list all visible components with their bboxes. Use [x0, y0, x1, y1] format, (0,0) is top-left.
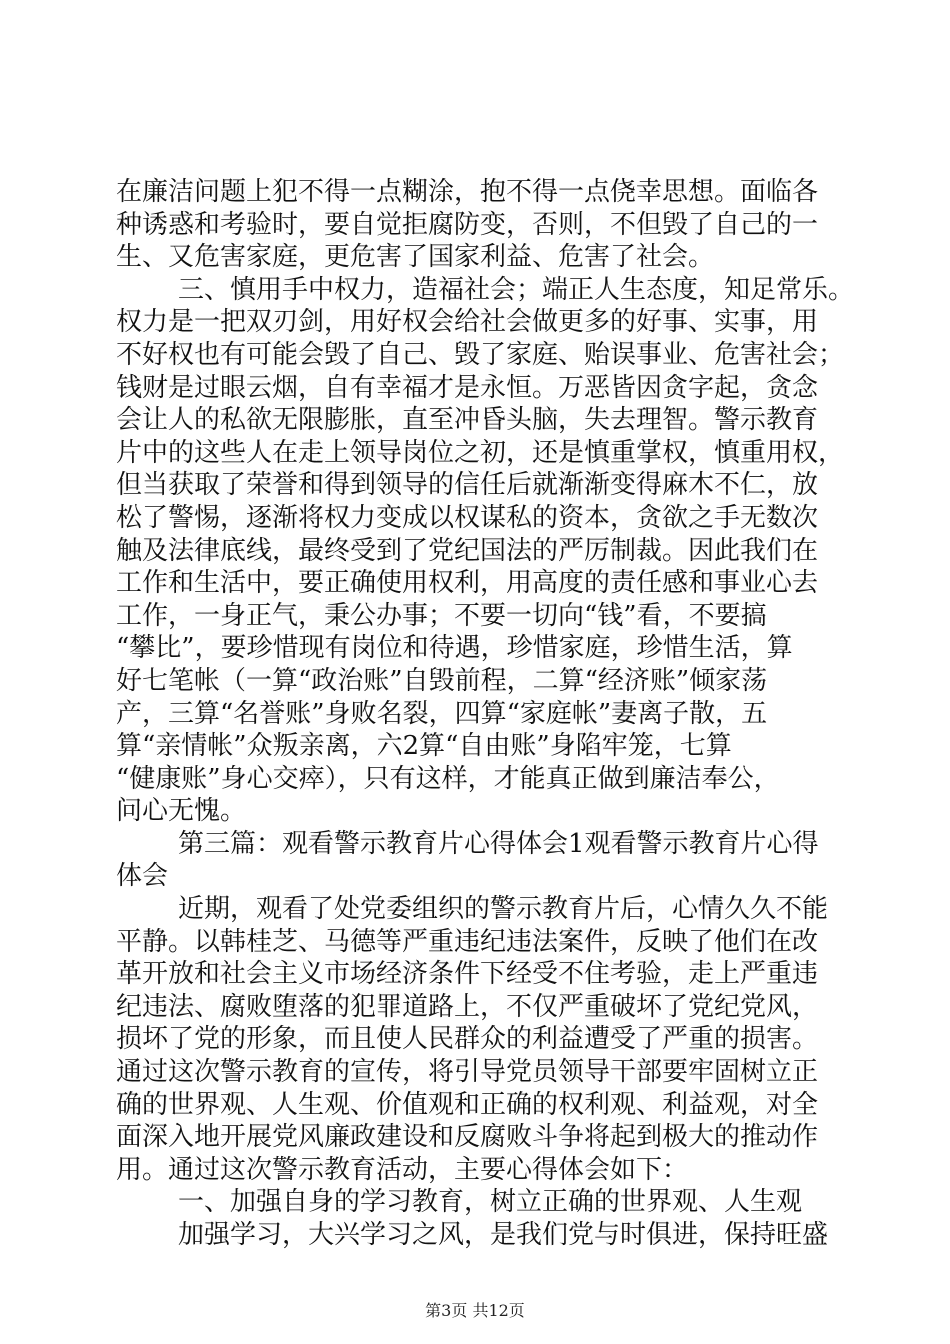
text-line: 不好权也有可能会毁了自己、毁了家庭、贻误事业、危害社会； — [116, 339, 845, 370]
text-line: “健康账”身心交瘁），只有这样，才能真正做到廉洁奉公， — [116, 763, 780, 794]
page-footer: 第3页 共12页 — [425, 1301, 525, 1320]
text-line: 近期，观看了处党委组织的警示教育片后，心情久久不能 — [178, 894, 829, 925]
text-line: 第三篇：观看警示教育片心得体会1观看警示教育片心得 — [178, 828, 819, 859]
text-line: 用。通过这次警示教育活动，主要心得体会如下： — [116, 1154, 689, 1185]
text-line: 好七笔帐（一算“政治账”自毁前程，二算“经济账”倾家荡 — [116, 665, 768, 696]
text-line: 生、又危害家庭，更危害了国家利益、危害了社会。 — [116, 242, 715, 273]
text-line: 算“亲情帐”众叛亲离，六2算“自由账”身陷牢笼，七算 — [116, 731, 732, 762]
text-line: 通过这次警示教育的宣传，将引导党员领导干部要牢固树立正 — [116, 1057, 819, 1088]
text-line: 钱财是过眼云烟，自有幸福才是永恒。万恶皆因贪字起，贪念 — [116, 372, 819, 403]
text-line: 松了警惕，逐渐将权力变成以权谋私的资本，贪欲之手无数次 — [116, 502, 819, 533]
text-line: 会让人的私欲无限膨胀，直至冲昏头脑，失去理智。警示教育 — [116, 405, 819, 436]
text-line: 片中的这些人在走上领导岗位之初，还是慎重掌权，慎重用权， — [116, 437, 845, 468]
document-body — [116, 176, 855, 1252]
text-line: 革开放和社会主义市场经济条件下经受不住考验，走上严重违 — [116, 959, 819, 990]
text-line: 三、慎用手中权力，造福社会；端正人生态度，知足常乐。 — [178, 274, 855, 305]
text-line: 工作，一身正气，秉公办事；不要一切向“钱”看，不要搞 — [116, 600, 767, 631]
text-line: “攀比”，要珍惜现有岗位和待遇，珍惜家庭，珍惜生活，算 — [116, 633, 793, 664]
text-line: 面深入地开展党风廉政建设和反腐败斗争将起到极大的推动作 — [116, 1122, 819, 1153]
text-line: 产，三算“名誉账”身败名裂，四算“家庭帐”妻离子散，五 — [116, 698, 768, 729]
text-line: 权力是一把双刃剑，用好权会给社会做更多的好事、实事，用 — [116, 307, 819, 338]
text-line: 平静。以韩桂芝、马德等严重违纪违法案件，反映了他们在改 — [116, 926, 819, 957]
text-line: 在廉洁问题上犯不得一点糊涂，抱不得一点侥幸思想。面临各 — [116, 177, 819, 207]
text-line: 纪违法、腐败堕落的犯罪道路上，不仅严重破坏了党纪党风， — [116, 991, 819, 1022]
text-line: 加强学习，大兴学习之风，是我们党与时俱进，保持旺盛 — [178, 1220, 829, 1250]
text-line: 确的世界观、人生观、价值观和正确的权利观、利益观，对全 — [116, 1089, 819, 1120]
text-line: 一、加强自身的学习教育，树立正确的世界观、人生观 — [178, 1187, 803, 1218]
text-line: 触及法律底线，最终受到了党纪国法的严厉制裁。因此我们在 — [116, 535, 819, 566]
text-line: 损坏了党的形象，而且使人民群众的利益遭受了严重的损害。 — [116, 1024, 819, 1055]
text-line: 种诱惑和考验时，要自觉拒腐防变，否则，不但毁了自己的一 — [116, 209, 819, 240]
text-line: 问心无愧。 — [116, 796, 247, 827]
text-line: 但当获取了荣誉和得到领导的信任后就渐渐变得麻木不仁，放 — [116, 470, 819, 501]
text-line: 体会 — [116, 861, 169, 892]
text-line: 工作和生活中，要正确使用权利，用高度的责任感和事业心去 — [116, 568, 819, 599]
